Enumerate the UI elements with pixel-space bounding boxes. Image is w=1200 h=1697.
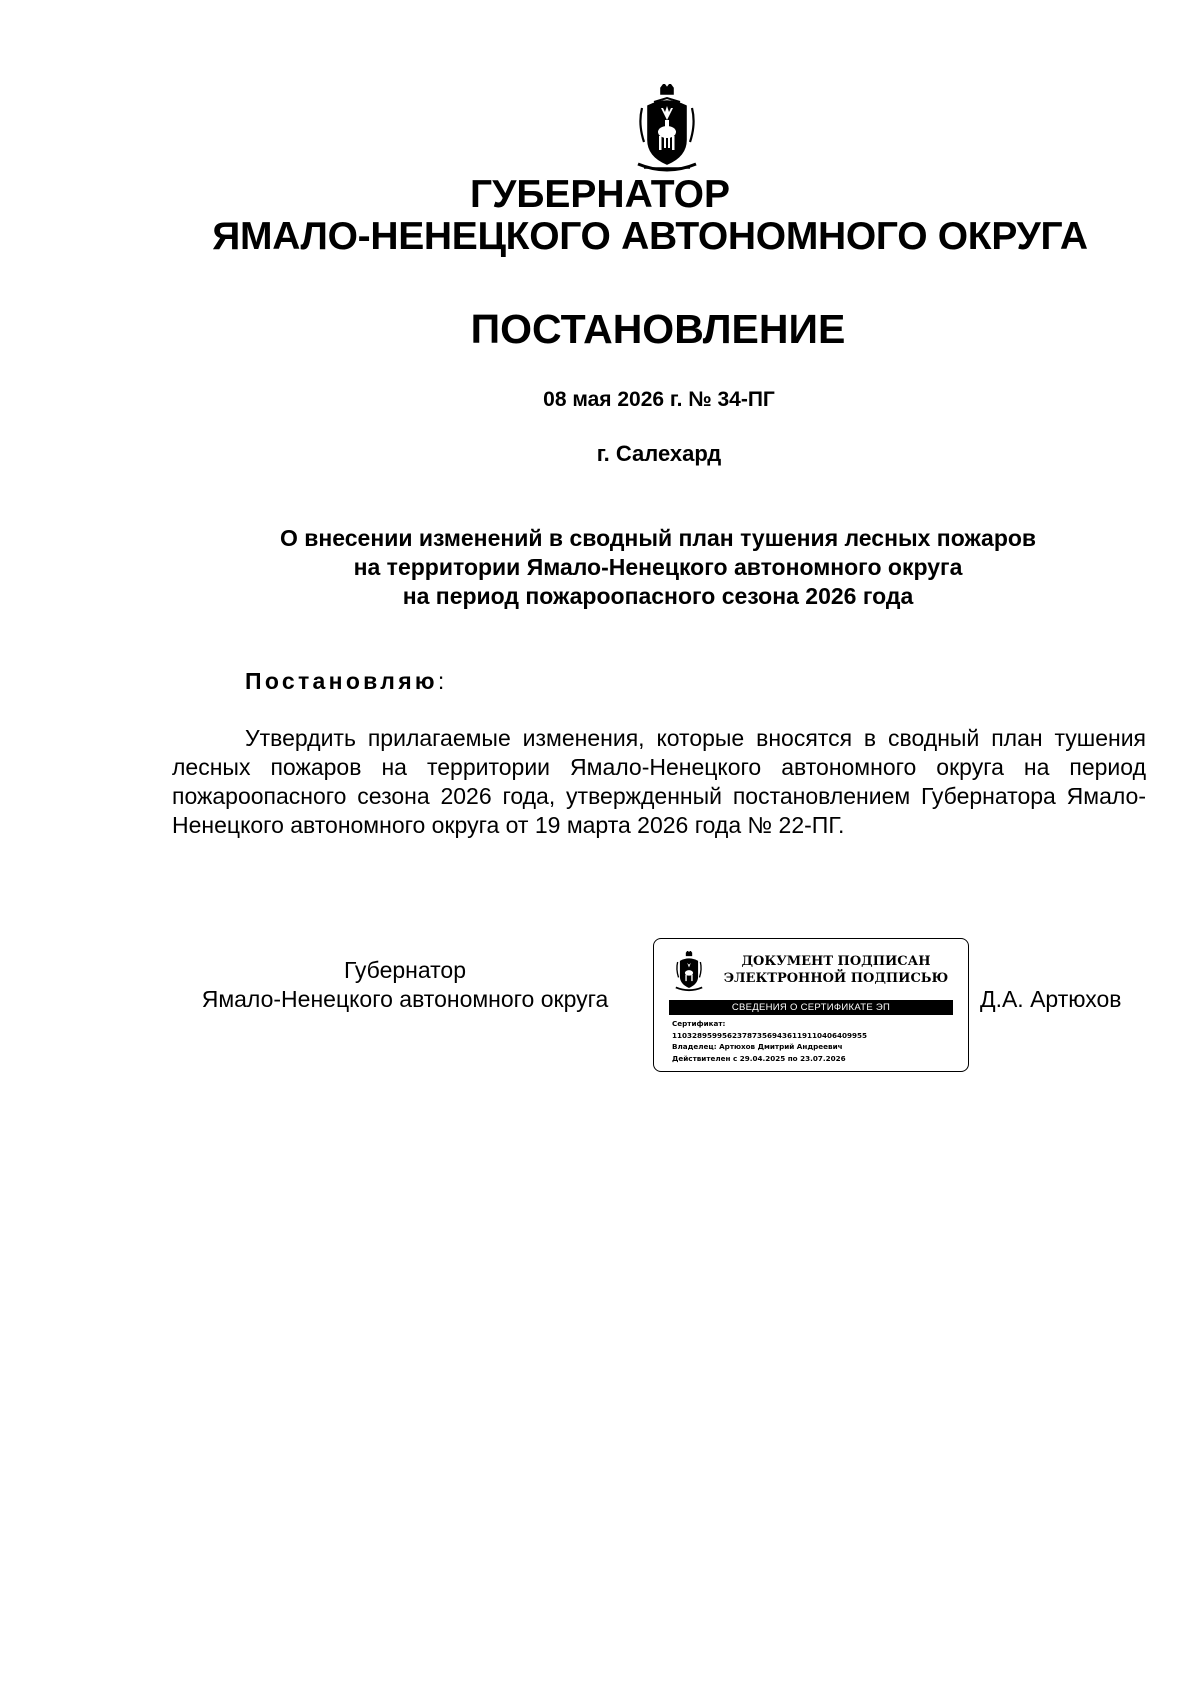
decree-word: Постановляю — [245, 668, 438, 694]
document-city: г. Салехард — [596, 441, 722, 466]
document-body: Утвердить прилагаемые изменения, которые вносятся в сводный план тушения лесных пожаров на территории Ямало-Ненецкого автономного округа на период пожароопасного сезона 2026 года, утвержденный постановлением Губернатора Ямало-Ненецкого автономного округа от 19 марта 2026 года № 22-ПГ. — [172, 725, 1146, 838]
stamp-title — [716, 953, 956, 987]
stamp-coat-of-arms-icon — [674, 951, 704, 993]
document-date-number: 08 мая 2026 г. № 34-ПГ — [543, 388, 775, 411]
coat-of-arms-icon — [634, 84, 700, 176]
subject-line: на территории Ямало-Ненецкого автономного округа — [353, 554, 963, 580]
certificate-owner: Владелец: Артюхов Дмитрий Андреевич — [672, 1042, 843, 1051]
certificate-validity: Действителен с 29.04.2025 по 23.07.2026 — [672, 1053, 846, 1063]
issuer-title: ГУБЕРНАТОР — [469, 173, 730, 216]
subject-line: на период пожароопасного сезона 2026 года — [402, 583, 914, 609]
certificate-number: 110328959956237873569436119110406409955 — [672, 1030, 868, 1040]
document-subject — [150, 524, 1166, 611]
decree-colon: : — [437, 668, 445, 694]
certificate-label: Сертификат: — [672, 1019, 726, 1028]
stamp-title-line: ДОКУМЕНТ ПОДПИСАН — [741, 954, 931, 969]
stamp-certificate-info — [672, 1018, 867, 1064]
signatory-position — [172, 956, 638, 1014]
subject-line: О внесении изменений в сводный план тушения лесных пожаров — [279, 525, 1037, 551]
stamp-certificate-bar: СВЕДЕНИЯ О СЕРТИФИКАТЕ ЭП — [669, 1000, 953, 1015]
decree-heading — [245, 667, 444, 696]
electronic-signature-stamp — [653, 938, 969, 1072]
document-type: ПОСТАНОВЛЕНИЕ — [470, 306, 846, 352]
issuer-region: ЯМАЛО-НЕНЕЦКОГО АВТОНОМНОГО ОКРУГА — [212, 215, 1088, 258]
stamp-title-line: ЭЛЕКТРОННОЙ ПОДПИСЬЮ — [723, 971, 949, 986]
signatory-position-line: Губернатор — [343, 957, 467, 983]
signatory-name: Д.А. Артюхов — [980, 986, 1122, 1012]
signatory-position-line: Ямало-Ненецкого автономного округа — [201, 986, 609, 1012]
